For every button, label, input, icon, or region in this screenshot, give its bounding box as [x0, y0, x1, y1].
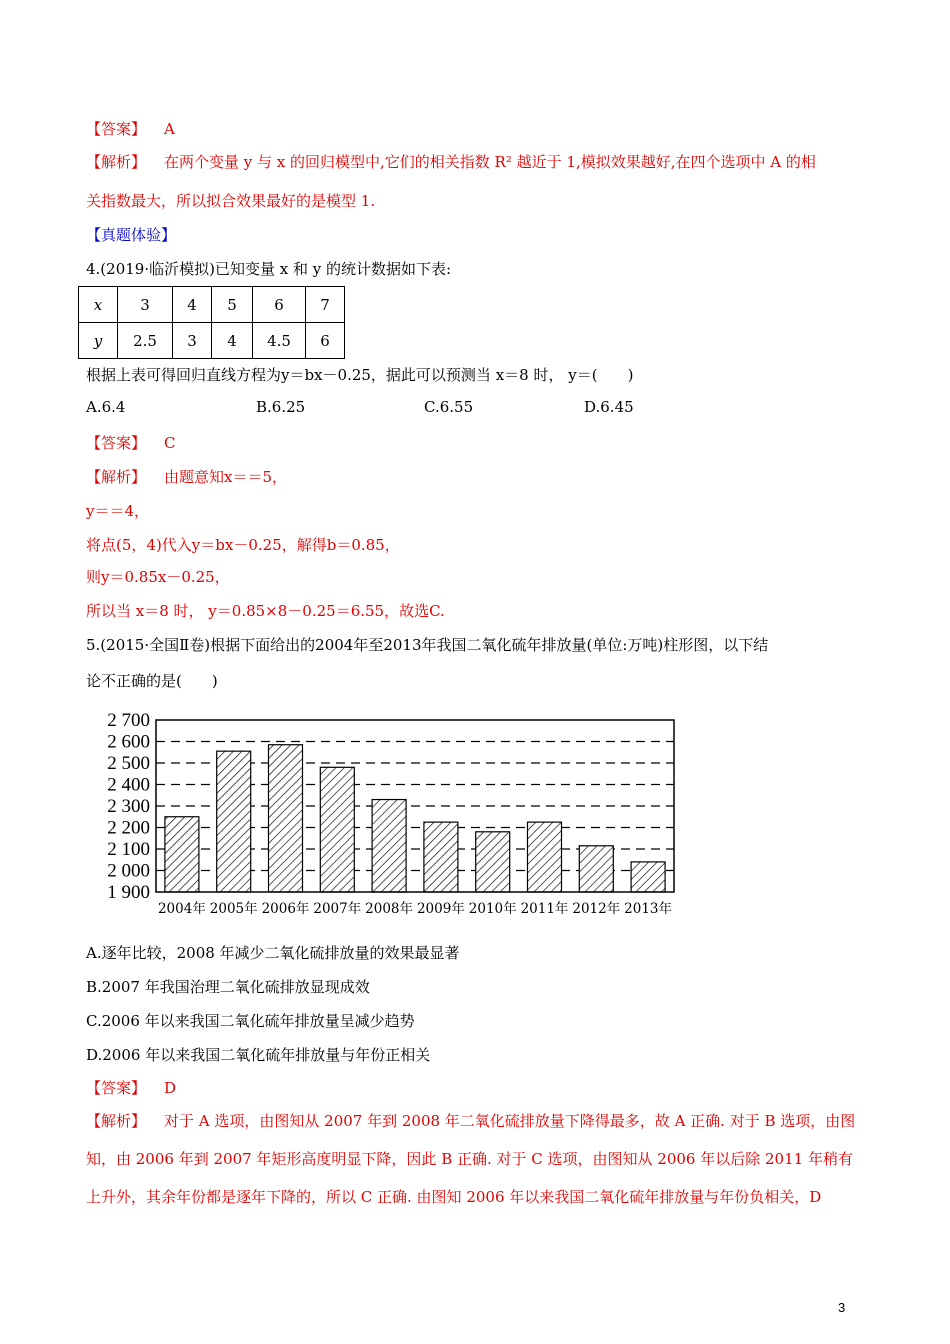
q5-stem-line2: 论不正确的是( ) [86, 672, 218, 690]
q4-answer-line [86, 432, 176, 453]
q4-analysis-line2: y＝＝4， [86, 502, 150, 520]
bar-2010年 [476, 832, 510, 892]
table-cell: 6 [253, 287, 306, 323]
x-tick-label: 2009年 [416, 901, 465, 917]
y-tick-label: 2 300 [107, 796, 150, 817]
section-title: 【真题体验】 [86, 226, 177, 244]
table-cell: 6 [306, 323, 345, 359]
y-tick-label: 2 000 [107, 860, 150, 882]
analysis-tag: 【解析】 [86, 1112, 147, 1130]
x-tick-label: 2008年 [365, 901, 414, 917]
q5-option-c: C.2006 年以来我国二氧化硫年排放量呈减少趋势 [86, 1012, 415, 1030]
answer-tag: 【答案】 [86, 120, 147, 138]
x-tick-label: 2005年 [209, 901, 258, 917]
q4-options [86, 398, 634, 416]
y-tick-label: 2 200 [107, 817, 150, 839]
x-tick-label: 2013年 [624, 901, 673, 917]
option-a: A.6.4 [86, 398, 126, 416]
table-cell: 7 [306, 287, 345, 323]
q4-analysis-line1 [86, 466, 287, 487]
q4-stem: 4.(2019·临沂模拟)已知变量 x 和 y 的统计数据如下表: [86, 260, 452, 278]
bar-2007年 [320, 767, 354, 892]
q5-answer-line [86, 1077, 176, 1098]
table-cell: 5 [212, 287, 253, 323]
bar-2006年 [269, 745, 303, 892]
y-tick-label: 2 500 [107, 753, 150, 774]
table-row [79, 323, 345, 359]
table-cell: 4 [212, 323, 253, 359]
x-tick-label: 2010年 [468, 901, 517, 917]
table-header-x: x [79, 287, 118, 323]
analysis-text: 对于 A 选项，由图知从 2007 年到 2008 年二氧化硫排放量下降得最多，故 A 正确. 对于 B 选项，由图 [164, 1112, 856, 1130]
analysis-text: 在两个变量 y 与 x 的回归模型中,它们的相关指数 R² 越近于 1,模拟效果越好,在四个选项中 A 的相 [164, 153, 816, 171]
y-tick-label: 1 900 [107, 882, 150, 903]
analysis-text: 由题意知x＝＝5， [164, 468, 288, 486]
q5-option-d: D.2006 年以来我国二氧化硫年排放量与年份正相关 [86, 1046, 431, 1064]
bar-chart [96, 710, 686, 920]
x-tick-label: 2006年 [261, 901, 310, 917]
table-cell: 3 [118, 287, 173, 323]
q5-analysis-line3: 上升外，其余年份都是逐年下降的，所以 C 正确. 由图知 2006 年以来我国二氧化硫年排放量与年份负相关，D [86, 1188, 822, 1206]
q4-question: 根据上表可得回归直线方程为y＝bx－0.25，据此可以预测当 x＝8 时， y＝( ) [86, 366, 634, 384]
y-tick-label: 2 400 [107, 774, 150, 796]
q3-analysis-line2: 关指数最大，所以拟合效果最好的是模型 1. [86, 192, 376, 210]
bar-2012年 [579, 846, 613, 892]
y-tick-label: 2 700 [107, 710, 150, 731]
q4-analysis-line4: 则y＝0.85x－0.25， [86, 568, 230, 586]
q4-analysis-line5: 所以当 x＝8 时， y＝0.85×8－0.25＝6.55，故选C. [86, 602, 445, 620]
y-tick-label: 2 600 [107, 731, 150, 753]
table-cell: 4.5 [253, 323, 306, 359]
bar-2013年 [631, 862, 665, 892]
bar-2011年 [528, 822, 562, 892]
table-cell: 4 [173, 287, 212, 323]
chart-x-ticks [158, 900, 672, 917]
bar-2009年 [424, 822, 458, 892]
bar-2004年 [165, 817, 199, 892]
q3-answer-line [86, 118, 175, 139]
q3-analysis-line1 [86, 151, 816, 172]
table-cell: 3 [173, 323, 212, 359]
x-tick-label: 2012年 [572, 901, 621, 917]
analysis-tag: 【解析】 [86, 153, 147, 171]
table-cell: 2.5 [118, 323, 173, 359]
page-number: 3 [838, 1300, 846, 1315]
bar-2005年 [217, 751, 251, 892]
answer-value: D [164, 1079, 177, 1097]
analysis-tag: 【解析】 [86, 468, 147, 486]
answer-tag: 【答案】 [86, 1079, 147, 1097]
q4-analysis-line3: 将点(5，4)代入y＝bx－0.25，解得b＝0.85， [86, 536, 400, 554]
y-tick-label: 2 100 [107, 839, 150, 860]
x-tick-label: 2007年 [313, 901, 362, 917]
option-b: B.6.25 [256, 398, 306, 416]
q5-stem-line1: 5.(2015·全国Ⅱ卷)根据下面给出的2004年至2013年我国二氧化硫年排放量(单位:万吨)柱形图，以下结 [86, 636, 769, 654]
option-d: D.6.45 [584, 398, 634, 416]
table-row [79, 287, 345, 323]
q5-analysis-line1 [86, 1110, 855, 1131]
table-header-y: y [79, 323, 118, 359]
chart-y-ticks [107, 710, 150, 903]
answer-value: C [164, 434, 176, 452]
x-tick-label: 2004年 [157, 901, 206, 917]
q5-option-a: A.逐年比较，2008 年减少二氧化硫排放量的效果最显著 [86, 944, 460, 962]
bar-2008年 [372, 800, 406, 892]
q4-data-table [78, 286, 345, 359]
q5-analysis-line2: 知，由 2006 年到 2007 年矩形高度明显下降，因此 B 正确. 对于 C 选项，由图知从 2006 年以后除 2011 年稍有 [86, 1150, 853, 1168]
option-c: C.6.55 [424, 398, 474, 416]
q5-option-b: B.2007 年我国治理二氧化硫排放显现成效 [86, 978, 370, 996]
x-tick-label: 2011年 [520, 901, 569, 917]
answer-tag: 【答案】 [86, 434, 147, 452]
answer-value: A [164, 120, 175, 138]
